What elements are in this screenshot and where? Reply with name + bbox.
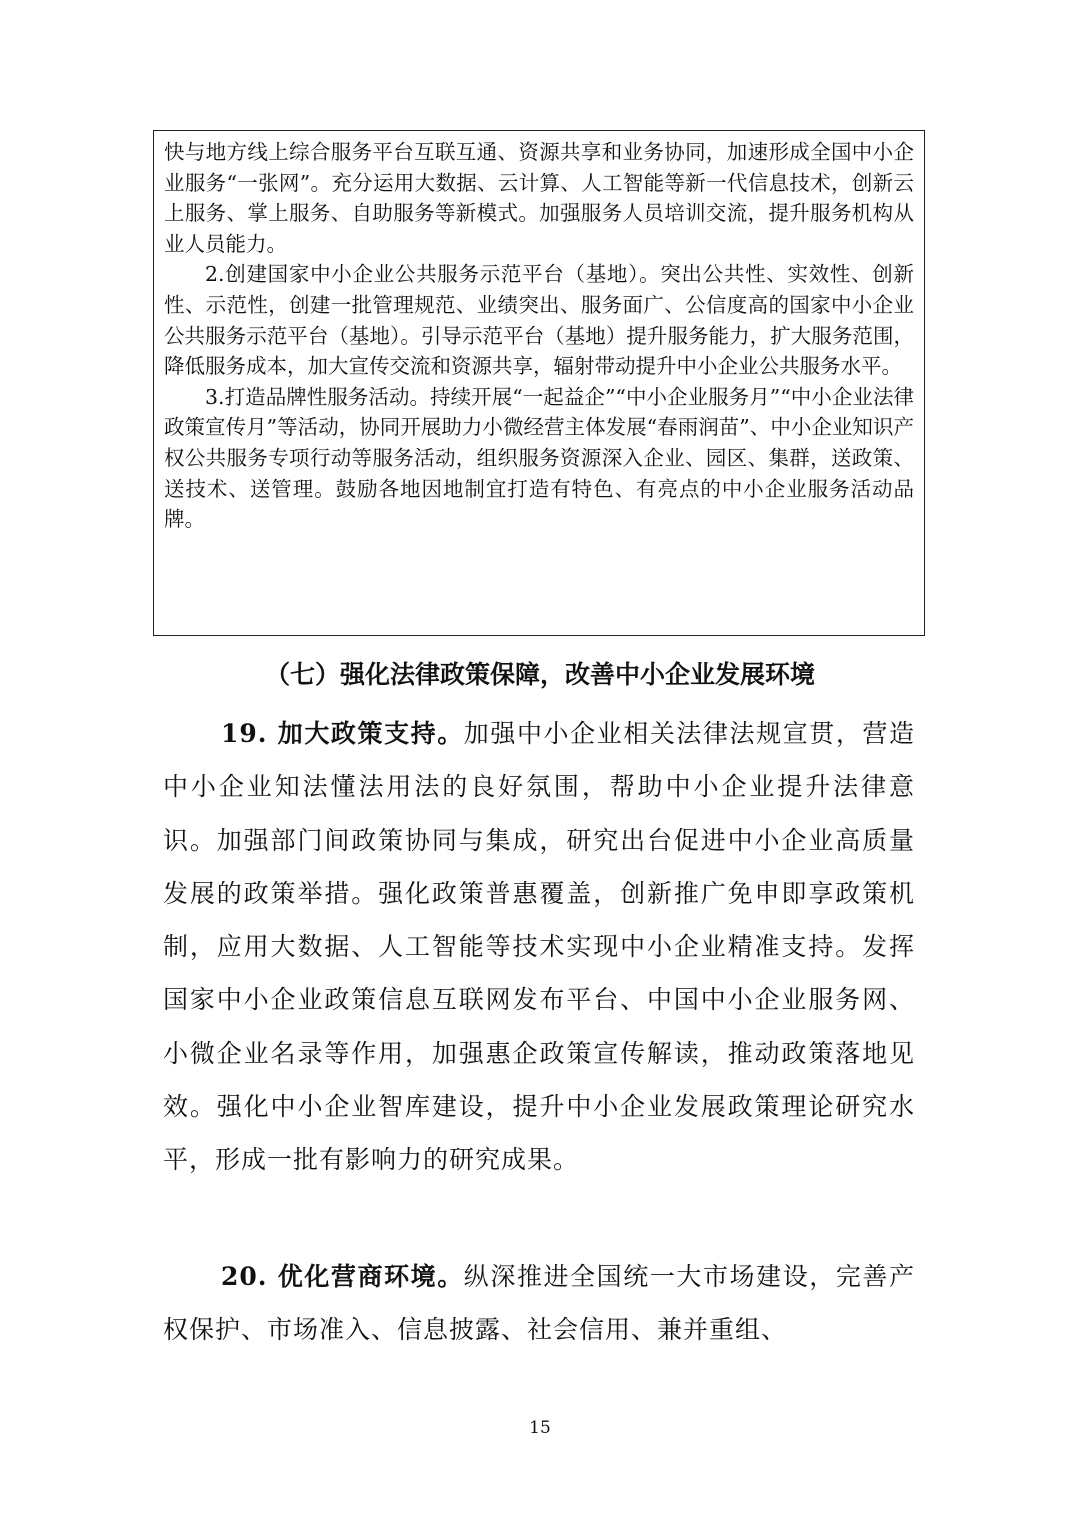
boxed-text-section xyxy=(153,130,925,636)
item-19-text: 加强中小企业相关法律法规宣贯，营造中小企业知法懂法用法的良好氛围，帮助中小企业提升法律意识。加强部门间政策协同与集成，研究出台促进中小企业高质量发展的政策举措。强化政策普惠覆盖，创新推广免申即享政策机制，应用大数据、人工智能等技术实现中小企业精准支持。发挥国家中小企业政策信息互联网发布平台、中国中小企业服务网、小微企业名录等作用，加强惠企政策宣传解读，推动政策落地见效。强化中小企业智库建设，提升中小企业发展政策理论研究水平，形成一批有影响力的研究成果。 xyxy=(163,719,915,1175)
item-19-lead: 19. 加大政策支持。 xyxy=(221,719,464,748)
box-paragraph-brand-activities: 3.打造品牌性服务活动。持续开展“一起益企”“中小企业服务月”“中小企业法律政策宣传月”等活动，协同开展助力小微经营主体发展“春雨润苗”、中小企业知识产权公共服务专项行动等服务活动，组织服务资源深入企业、园区、集群，送政策、送技术、送管理。鼓励各地因地制宜打造有特色、有亮点的中小企业服务活动品牌。 xyxy=(164,384,914,532)
item-20-text: 纵深推进全国统一大市场建设，完善产权保护、市场准入、信息披露、社会信用、兼并重组、 xyxy=(163,1262,915,1345)
item-20-lead: 20. 优化营商环境。 xyxy=(221,1262,464,1291)
page-number: 15 xyxy=(529,1418,551,1438)
box-paragraph-demo-platform: 2.创建国家中小企业公共服务示范平台（基地）。突出公共性、实效性、创新性、示范性，创建一批管理规范、业绩突出、服务面广、公信度高的国家中小企业公共服务示范平台（基地）。引导示范平台（基地）提升服务能力，扩大服务范围，降低服务成本，加大宣传交流和资源共享，辐射带动提升中小企业公共服务水平。 xyxy=(164,262,914,379)
section-heading: （七）强化法律政策保障，改善中小企业发展环境 xyxy=(264,660,815,689)
paragraph-item-20 xyxy=(163,1250,915,1357)
box-paragraph-continuation: 快与地方线上综合服务平台互联互通、资源共享和业务协同，加速形成全国中小企业服务“一张网”。充分运用大数据、云计算、人工智能等新一代信息技术，创新云上服务、掌上服务、自助服务等新模式。加强服务人员培训交流，提升服务机构从业人员能力。 xyxy=(164,140,914,256)
paragraph-item-19 xyxy=(163,707,915,1187)
